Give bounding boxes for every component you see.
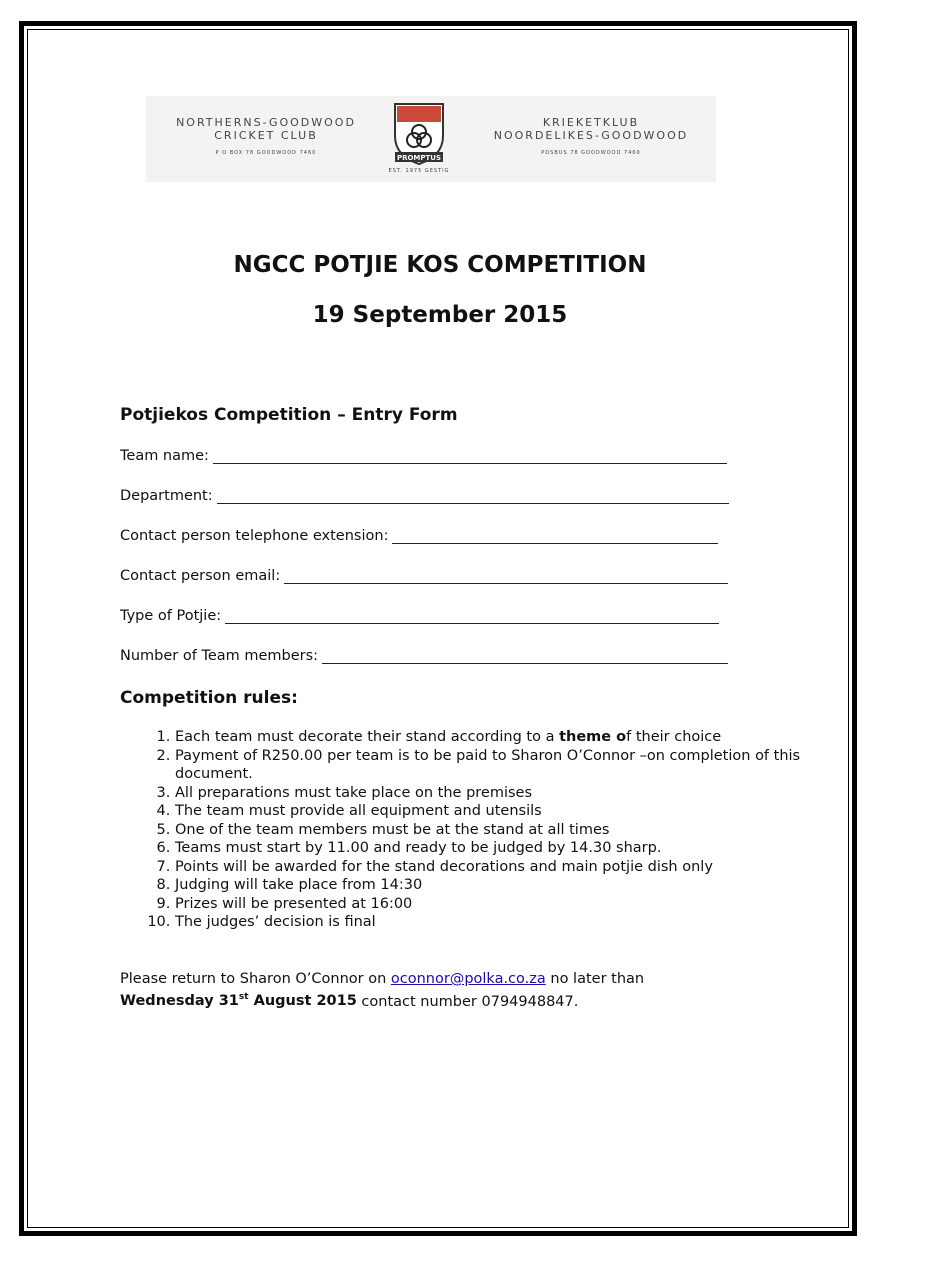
rule-item: 5. One of the team members must be at the stand at all times — [175, 821, 815, 840]
rule-item: 10. The judges’ decision is final — [175, 913, 815, 932]
rule-item: 8. Judging will take place from 14:30 — [175, 876, 815, 895]
field-label: Contact person email: — [120, 568, 281, 584]
club-crest-logo — [391, 102, 447, 168]
fill-line[interactable] — [322, 649, 728, 664]
club-name-en-1: NORTHERNS-GOODWOOD — [176, 116, 356, 129]
established-text: EST. 1975 GESTIG — [388, 168, 450, 174]
page-border — [19, 21, 857, 1236]
return-instructions: Please return to Sharon O’Connor on oconnor@polka.co.za no later than Wednesday 31st August 2015 contact number 0794948847. — [120, 971, 645, 1010]
email-field[interactable] — [120, 568, 728, 584]
fill-line[interactable] — [213, 449, 727, 464]
rule-item: 6. Teams must start by 11.00 and ready to be judged by 14.30 sharp. — [175, 839, 815, 858]
field-label: Team name: — [120, 448, 209, 464]
club-name-en-2: CRICKET CLUB — [214, 129, 318, 142]
field-label: Type of Potjie: — [120, 608, 222, 624]
team-name-field[interactable] — [120, 448, 727, 464]
rule-item: 7. Points will be awarded for the stand decorations and main potjie dish only — [175, 858, 815, 877]
club-name-af-1: KRIEKETKLUB — [542, 116, 640, 129]
email-link[interactable]: oconnor@polka.co.za — [390, 971, 546, 987]
potjie-type-field[interactable] — [120, 608, 719, 624]
fill-line[interactable] — [217, 489, 729, 504]
rule-item: 1. Each team must decorate their stand according to a theme of their choice — [175, 728, 815, 747]
club-name-af-2: NOORDELIKES-GOODWOOD — [493, 129, 689, 142]
svg-text:PROMPTUS: PROMPTUS — [396, 154, 442, 162]
fill-line[interactable] — [225, 609, 719, 624]
event-date: 19 September 2015 — [312, 302, 568, 328]
rules-list — [120, 728, 815, 932]
rule-item: 3. All preparations must take place on the premises — [175, 784, 815, 803]
page-title: NGCC POTJIE KOS COMPETITION — [233, 252, 647, 278]
address-en: P O BOX 78 GOODWOOD 7460 — [215, 150, 317, 156]
telephone-extension-field[interactable] — [120, 528, 718, 544]
fill-line[interactable] — [392, 529, 718, 544]
field-label: Contact person telephone extension: — [120, 528, 389, 544]
fill-line[interactable] — [284, 569, 728, 584]
rules-heading: Competition rules: — [120, 688, 298, 708]
letterhead — [146, 96, 716, 182]
rule-item: 4. The team must provide all equipment and utensils — [175, 802, 815, 821]
form-heading: Potjiekos Competition – Entry Form — [120, 405, 458, 425]
contact-number: contact number 0794948847. — [356, 993, 579, 1010]
field-label: Department: — [120, 488, 213, 504]
team-members-field[interactable] — [120, 648, 728, 664]
department-field[interactable] — [120, 488, 729, 504]
rule-item: 2. Payment of R250.00 per team is to be paid to Sharon O’Connor –on completion of this document. — [175, 747, 815, 784]
rule-item: 9. Prizes will be presented at 16:00 — [175, 895, 815, 914]
deadline-date: Wednesday 31st August 2015 — [120, 992, 357, 1010]
field-label: Number of Team members: — [120, 648, 319, 664]
address-af: POSBUS 78 GOODWOOD 7460 — [541, 150, 641, 156]
